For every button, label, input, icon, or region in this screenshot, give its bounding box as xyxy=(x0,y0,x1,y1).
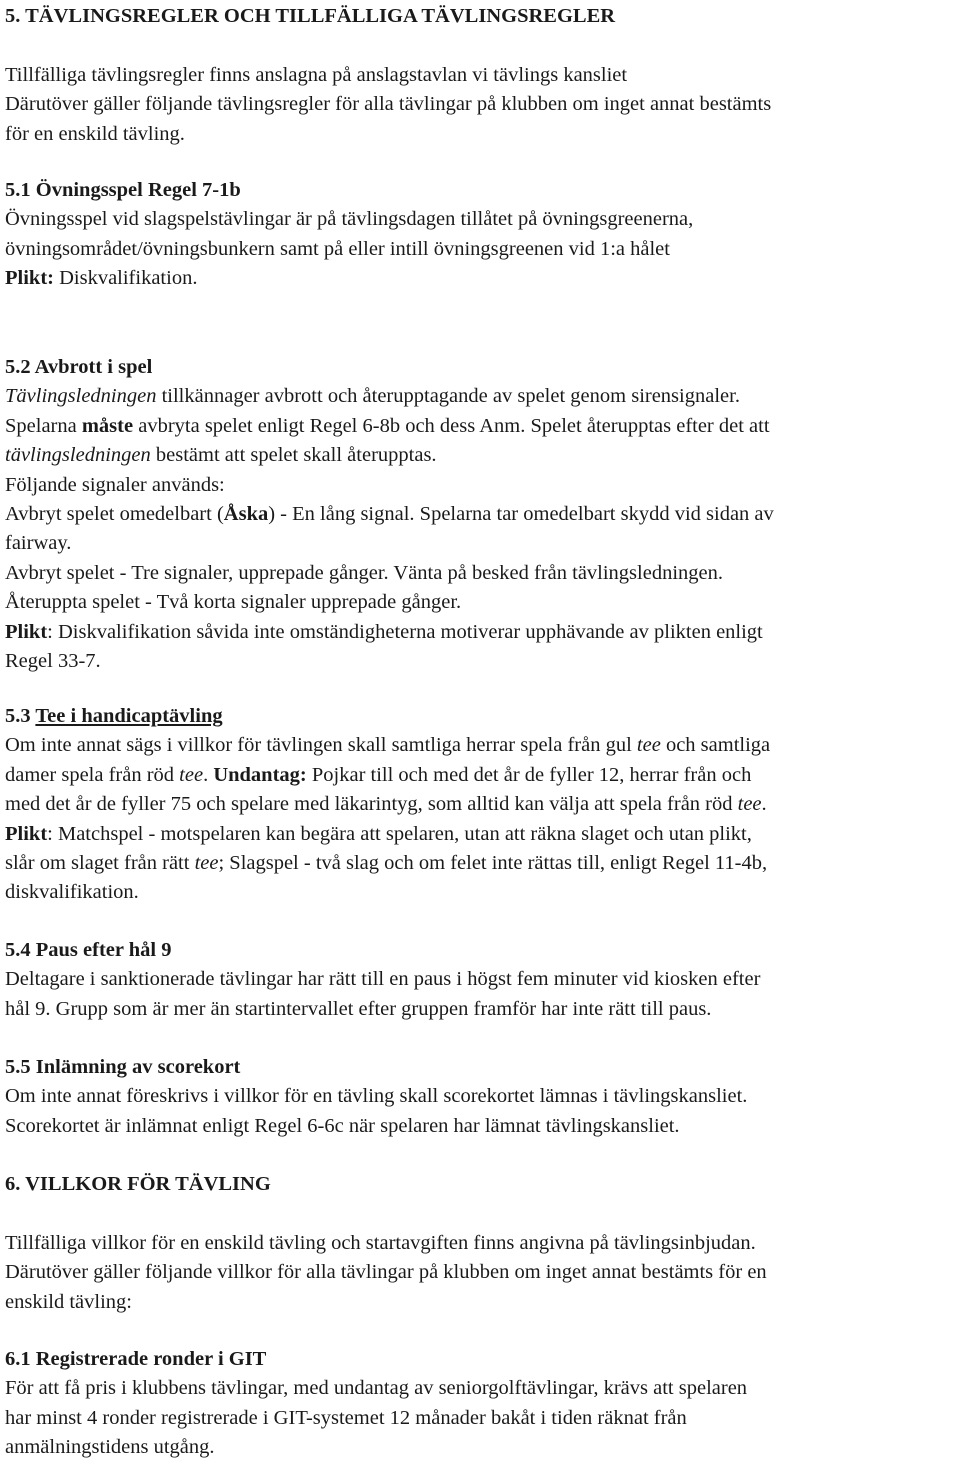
rule-5-2 xyxy=(5,353,955,676)
penalty-label: Plikt: xyxy=(5,267,54,290)
section-6-intro xyxy=(5,1229,955,1317)
rule-line xyxy=(5,849,955,878)
intro-line: Tillfälliga tävlingsregler finns anslagna på anslagstavlan vi tävlings kansliet xyxy=(5,64,628,86)
section-6-heading: 6. VILLKOR FÖR TÄVLING xyxy=(5,1173,271,1195)
italic-term: tee xyxy=(179,763,204,786)
rule-line: Scorekortet är inlämnat enligt Regel 6-6c när spelaren har lämnat tävlingskansliet. xyxy=(5,1114,680,1137)
rule-line: diskvalifikation. xyxy=(5,881,139,904)
text-run: ) - En lång signal. Spelarna tar omedelbart skydd vid sidan av xyxy=(268,502,774,525)
rule-line: Följande signaler används: xyxy=(5,473,225,496)
rule-line: Regel 33-7. xyxy=(5,649,101,672)
rule-line: övningsområdet/övningsbunkern samt på eller intill övningsgreenen vid 1:a hålet xyxy=(5,237,670,260)
section-5-heading: 5. TÄVLINGSREGLER OCH TILLFÄLLIGA TÄVLINGSREGLER xyxy=(5,5,616,27)
bold-term: Plikt xyxy=(5,620,48,643)
penalty-text: Diskvalifikation. xyxy=(53,267,198,290)
rule-5-4 xyxy=(5,936,955,1024)
penalty-line xyxy=(5,264,955,293)
rule-5-1-heading: 5.1 Övningsspel Regel 7-1b xyxy=(5,179,241,201)
text-run: med det år de fyller 75 och spelare med läkarintyg, som alltid kan välja att spela från röd xyxy=(5,793,738,816)
rule-5-3-heading xyxy=(5,702,955,731)
rule-line: Om inte annat föreskrivs i villkor för en tävling skall scorekortet lämnas i tävlingskansliet. xyxy=(5,1085,748,1108)
text-run: avbryta spelet enligt Regel 6-8b och dess Anm. Spelet återupptas efter det att xyxy=(133,414,770,437)
rule-line: Återuppta spelet - Två korta signaler upprepade gånger. xyxy=(5,591,462,614)
intro-line: Därutöver gäller följande villkor för alla tävlingar på klubben om inget annat bestämts för en xyxy=(5,1261,767,1284)
rule-line xyxy=(5,618,955,647)
rule-line xyxy=(5,790,955,819)
text-run: Pojkar till och med det år de fyller 12, herrar från och xyxy=(306,763,752,786)
rule-5-5-heading: 5.5 Inlämning av scorekort xyxy=(5,1056,241,1078)
rule-line: Övningsspel vid slagspelstävlingar är på tävlingsdagen tillåtet på övningsgreenerna, xyxy=(5,208,694,231)
rule-line: Deltagare i sanktionerade tävlingar har rätt till en paus i högst fem minuter vid kiosken efter xyxy=(5,968,761,991)
rule-line xyxy=(5,761,955,790)
bold-term: Undantag: xyxy=(213,763,307,786)
text-run: Avbryt spelet omedelbart ( xyxy=(5,502,224,525)
italic-term: tee xyxy=(737,793,762,816)
section-5-intro xyxy=(5,61,955,149)
heading-number: 5.3 xyxy=(5,705,36,727)
rule-6-1-heading: 6.1 Registrerade ronder i GIT xyxy=(5,1348,267,1370)
text-run: . xyxy=(203,763,214,786)
intro-line: för en enskild tävling. xyxy=(5,122,185,145)
bold-term: Åska xyxy=(223,502,269,525)
rule-5-1 xyxy=(5,176,955,294)
bold-term: Plikt xyxy=(5,822,48,845)
text-run: Spelarna xyxy=(5,414,82,437)
rule-line xyxy=(5,731,955,760)
italic-term: tee xyxy=(194,851,219,874)
rule-line: anmälningstidens utgång. xyxy=(5,1436,215,1459)
rule-line xyxy=(5,382,955,411)
text-run: bestämt att spelet skall återupptas. xyxy=(150,444,437,467)
rule-5-2-heading: 5.2 Avbrott i spel xyxy=(5,356,153,378)
rule-5-3 xyxy=(5,702,955,908)
rule-5-4-heading: 5.4 Paus efter hål 9 xyxy=(5,939,172,961)
text-run: ; Slagspel - två slag och om felet inte rättas till, enligt Regel 11-4b, xyxy=(218,851,768,874)
heading-text: Tee i handicaptävling xyxy=(35,705,223,727)
text-run: slår om slaget från rätt xyxy=(5,851,195,874)
rule-6-1 xyxy=(5,1345,955,1463)
rule-line: hål 9. Grupp som är mer än startintervallet efter gruppen framför har inte rätt till paus. xyxy=(5,997,712,1020)
rule-5-5 xyxy=(5,1053,955,1141)
text-run: . xyxy=(761,793,767,816)
text-run: tillkännager avbrott och återupptagande av spelet genom sirensignaler. xyxy=(156,385,740,408)
text-run: Om inte annat sägs i villkor för tävlingen skall samtliga herrar spela från gul xyxy=(5,734,637,757)
text-run: : Diskvalifikation såvida inte omständigheterna motiverar upphävande av plikten enligt xyxy=(47,620,763,643)
rule-line xyxy=(5,412,955,441)
intro-line: Tillfälliga villkor för en enskild tävling och startavgiften finns angivna på tävlingsinbjudan. xyxy=(5,1232,756,1254)
text-run: damer spela från röd xyxy=(5,763,180,786)
rule-line: För att få pris i klubbens tävlingar, med undantag av seniorgolftävlingar, krävs att spelaren xyxy=(5,1377,748,1400)
text-run: : Matchspel - motspelaren kan begära att spelaren, utan att räkna slaget och utan plikt, xyxy=(47,822,752,845)
rule-line: fairway. xyxy=(5,532,72,555)
intro-line: Därutöver gäller följande tävlingsregler för alla tävlingar på klubben om inget annat bestämts xyxy=(5,93,772,116)
rule-line xyxy=(5,820,955,849)
rule-line: har minst 4 ronder registrerade i GIT-systemet 12 månader bakåt i tiden räknat från xyxy=(5,1406,687,1429)
intro-line: enskild tävling: xyxy=(5,1290,132,1313)
rule-line xyxy=(5,500,955,529)
rule-line: Avbryt spelet - Tre signaler, upprepade gånger. Vänta på besked från tävlingsledningen. xyxy=(5,561,724,584)
italic-term: tee xyxy=(636,734,661,757)
bold-term: måste xyxy=(81,414,134,437)
rule-line xyxy=(5,441,955,470)
italic-term: Tävlingsledningen xyxy=(5,385,157,408)
section-6 xyxy=(5,1170,955,1199)
text-run: och samtliga xyxy=(660,734,771,757)
italic-term: tävlingsledningen xyxy=(5,444,151,467)
